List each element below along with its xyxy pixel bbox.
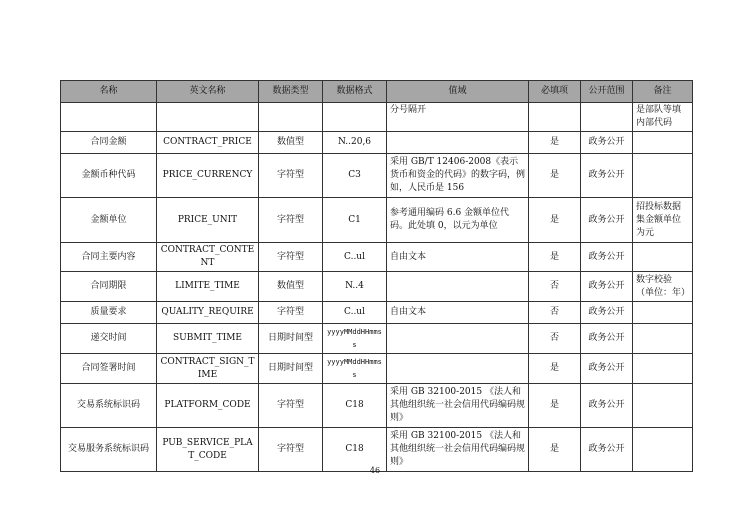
cell-english-name <box>157 103 259 132</box>
cell-public-scope <box>581 103 633 132</box>
header-data-format: 数据格式 <box>323 81 387 103</box>
table-row <box>61 243 693 272</box>
cell-value-range <box>387 324 529 354</box>
cell-remark <box>633 243 693 272</box>
cell-name: 合同期限 <box>61 272 157 302</box>
cell-public-scope: 政务公开 <box>581 324 633 354</box>
cell-data-format: N..4 <box>323 272 387 302</box>
cell-required: 是 <box>529 154 581 198</box>
cell-data-format: yyyyMMddHHmmss <box>323 324 387 354</box>
cell-value-range: 分号隔开 <box>387 103 529 132</box>
cell-remark: 是部队等填内部代码 <box>633 103 693 132</box>
cell-required <box>529 103 581 132</box>
cell-public-scope: 政务公开 <box>581 354 633 384</box>
cell-english-name: LIMITE_TIME <box>157 272 259 302</box>
cell-name: 递交时间 <box>61 324 157 354</box>
cell-required: 是 <box>529 198 581 243</box>
cell-value-range: 自由文本 <box>387 243 529 272</box>
cell-data-type: 数值型 <box>259 272 323 302</box>
cell-name: 交易系统标识码 <box>61 384 157 428</box>
cell-required: 否 <box>529 302 581 324</box>
cell-data-type: 日期时间型 <box>259 354 323 384</box>
cell-english-name: QUALITY_REQUIRE <box>157 302 259 324</box>
header-public-scope: 公开范围 <box>581 81 633 103</box>
cell-required: 是 <box>529 428 581 472</box>
cell-data-format: C..ul <box>323 302 387 324</box>
cell-data-type: 字符型 <box>259 302 323 324</box>
cell-data-format: C1 <box>323 198 387 243</box>
cell-data-type: 字符型 <box>259 198 323 243</box>
table-row <box>61 198 693 243</box>
cell-english-name: PUB_SERVICE_PLAT_CODE <box>157 428 259 472</box>
cell-public-scope: 政务公开 <box>581 428 633 472</box>
cell-remark <box>633 154 693 198</box>
cell-required: 否 <box>529 324 581 354</box>
cell-data-type: 字符型 <box>259 384 323 428</box>
cell-remark <box>633 132 693 154</box>
cell-data-type: 字符型 <box>259 154 323 198</box>
cell-public-scope: 政务公开 <box>581 272 633 302</box>
table-row <box>61 428 693 472</box>
cell-data-format: C..ul <box>323 243 387 272</box>
cell-english-name: SUBMIT_TIME <box>157 324 259 354</box>
cell-english-name: PRICE_UNIT <box>157 198 259 243</box>
table-row <box>61 384 693 428</box>
header-data-type: 数据类型 <box>259 81 323 103</box>
cell-public-scope: 政务公开 <box>581 132 633 154</box>
cell-required: 否 <box>529 272 581 302</box>
table-row <box>61 324 693 354</box>
page-number: 46 <box>369 466 381 475</box>
table-row <box>61 272 693 302</box>
cell-required: 是 <box>529 384 581 428</box>
cell-data-format <box>323 103 387 132</box>
cell-data-format: N..20,6 <box>323 132 387 154</box>
cell-remark <box>633 324 693 354</box>
header-required: 必填项 <box>529 81 581 103</box>
header-remark: 备注 <box>633 81 693 103</box>
cell-name: 合同签署时间 <box>61 354 157 384</box>
cell-public-scope: 政务公开 <box>581 243 633 272</box>
cell-data-format: C3 <box>323 154 387 198</box>
cell-name: 交易服务系统标识码 <box>61 428 157 472</box>
table-row <box>61 154 693 198</box>
cell-value-range: 采用 GB 32100-2015 《法人和其他组织统一社会信用代码编码规则》 <box>387 384 529 428</box>
cell-data-type: 字符型 <box>259 243 323 272</box>
cell-data-type: 数值型 <box>259 132 323 154</box>
cell-required: 是 <box>529 354 581 384</box>
cell-value-range: 参考通用编码 6.6 金额单位代码。此处填 0，以元为单位 <box>387 198 529 243</box>
cell-public-scope: 政务公开 <box>581 198 633 243</box>
cell-data-type: 字符型 <box>259 428 323 472</box>
cell-remark: 招投标数据集金额单位为元 <box>633 198 693 243</box>
cell-remark <box>633 384 693 428</box>
cell-data-type <box>259 103 323 132</box>
cell-remark: 数字校验（单位：年） <box>633 272 693 302</box>
table-row <box>61 354 693 384</box>
cell-english-name: CONTRACT_PRICE <box>157 132 259 154</box>
cell-required: 是 <box>529 243 581 272</box>
table-row <box>61 103 693 132</box>
cell-data-type: 日期时间型 <box>259 324 323 354</box>
cell-required: 是 <box>529 132 581 154</box>
header-name: 名称 <box>61 81 157 103</box>
cell-name: 合同主要内容 <box>61 243 157 272</box>
cell-name: 合同金额 <box>61 132 157 154</box>
cell-value-range: 采用 GB 32100-2015 《法人和其他组织统一社会信用代码编码规则》 <box>387 428 529 472</box>
cell-name: 金额币种代码 <box>61 154 157 198</box>
data-element-table <box>60 80 693 472</box>
header-english-name: 英文名称 <box>157 81 259 103</box>
cell-english-name: PRICE_CURRENCY <box>157 154 259 198</box>
cell-name <box>61 103 157 132</box>
cell-data-format: yyyyMMddHHmmss <box>323 354 387 384</box>
cell-value-range <box>387 272 529 302</box>
cell-english-name: CONTRACT_SIGN_TIME <box>157 354 259 384</box>
cell-remark <box>633 302 693 324</box>
table-row <box>61 302 693 324</box>
cell-value-range <box>387 354 529 384</box>
cell-name: 金额单位 <box>61 198 157 243</box>
cell-data-format: C18 <box>323 428 387 472</box>
cell-remark <box>633 354 693 384</box>
cell-name: 质量要求 <box>61 302 157 324</box>
cell-data-format: C18 <box>323 384 387 428</box>
table-row <box>61 132 693 154</box>
cell-public-scope: 政务公开 <box>581 302 633 324</box>
cell-value-range: 自由文本 <box>387 302 529 324</box>
cell-public-scope: 政务公开 <box>581 154 633 198</box>
cell-public-scope: 政务公开 <box>581 384 633 428</box>
header-value-range: 值域 <box>387 81 529 103</box>
table-header-row <box>61 81 693 103</box>
cell-remark <box>633 428 693 472</box>
cell-value-range: 采用 GB/T 12406-2008《表示货币和资金的代码》的数字码，例如，人民币是 156 <box>387 154 529 198</box>
cell-value-range <box>387 132 529 154</box>
cell-english-name: PLATFORM_CODE <box>157 384 259 428</box>
cell-english-name: CONTRACT_CONTENT <box>157 243 259 272</box>
